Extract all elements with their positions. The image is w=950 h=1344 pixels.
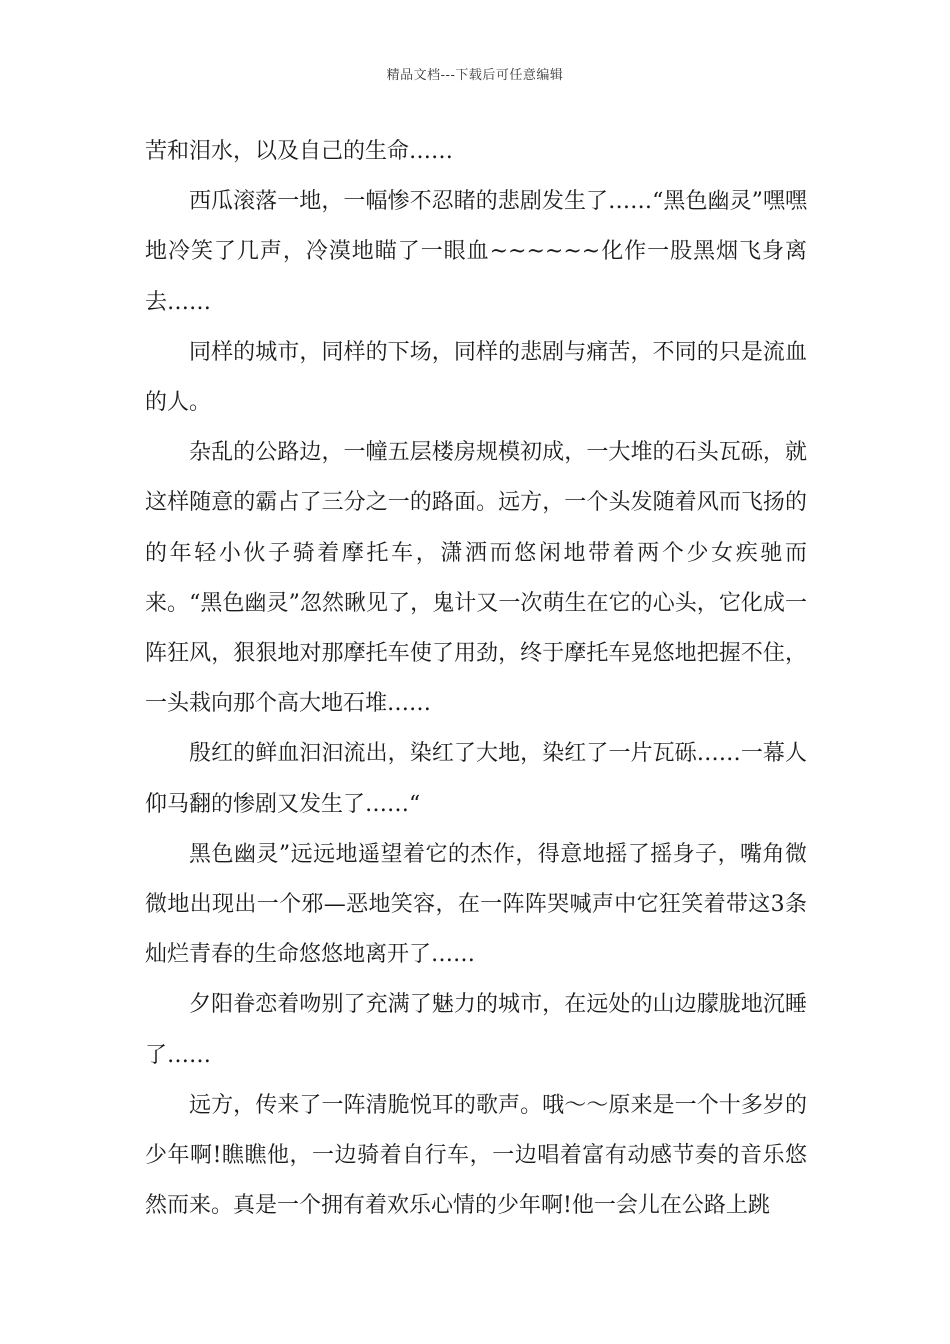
paragraph: 杂乱的公路边，一幢五层楼房规模初成，一大堆的石头瓦砾，就这样随意的霸占了三分之一的路面。远方，一个头发随着风而飞扬的的年轻小伙子骑着摩托车，潇洒而悠闲地带着两个少女疾驰而来。“黑色幽灵”忽然瞅见了，鬼计又一次萌生在它的心头，它化成一阵狂风，狠狠地对那摩托车使了用劲，终于摩托车晃悠地把握不住，一头栽向那个高大地石堆…… [145, 440, 807, 717]
paragraph: 夕阳眷恋着吻别了充满了魅力的城市，在远处的山边朦胧地沉睡了…… [145, 992, 807, 1068]
paragraph: 殷红的鲜血汩汩流出，染红了大地，染红了一片瓦砾……一幕人仰马翻的惨剧又发生了……“ [145, 741, 807, 817]
paragraph: 远方，传来了一阵清脆悦耳的歌声。哦～～原来是一个十多岁的少年啊!瞧瞧他，一边骑着自行车，一边唱着富有动感节奏的音乐悠然而来。真是一个拥有着欢乐心情的少年啊!他一会儿在公路上跳 [145, 1092, 807, 1219]
paragraph-continuation: 苦和泪水，以及自己的生命…… [145, 139, 454, 164]
body-text [145, 127, 807, 1231]
running-header: 精品文档---下载后可任意编辑 [386, 68, 564, 83]
paragraph: 西瓜滚落一地，一幅惨不忍睹的悲剧发生了……“黑色幽灵”嘿嘿地冷笑了几声，冷漠地瞄了一眼血~~~~~~化作一股黑烟飞身离去…… [145, 189, 807, 315]
paragraph: 黑色幽灵”远远地遥望着它的杰作，得意地摇了摇身子，嘴角微微地出现出一个邪—恶地笑容，在一阵阵哭喊声中它狂笑着带这3条灿烂青春的生命悠悠地离开了…… [145, 841, 807, 968]
paragraph: 同样的城市，同样的下场，同样的悲剧与痛苦，不同的只是流血的人。 [145, 339, 807, 416]
